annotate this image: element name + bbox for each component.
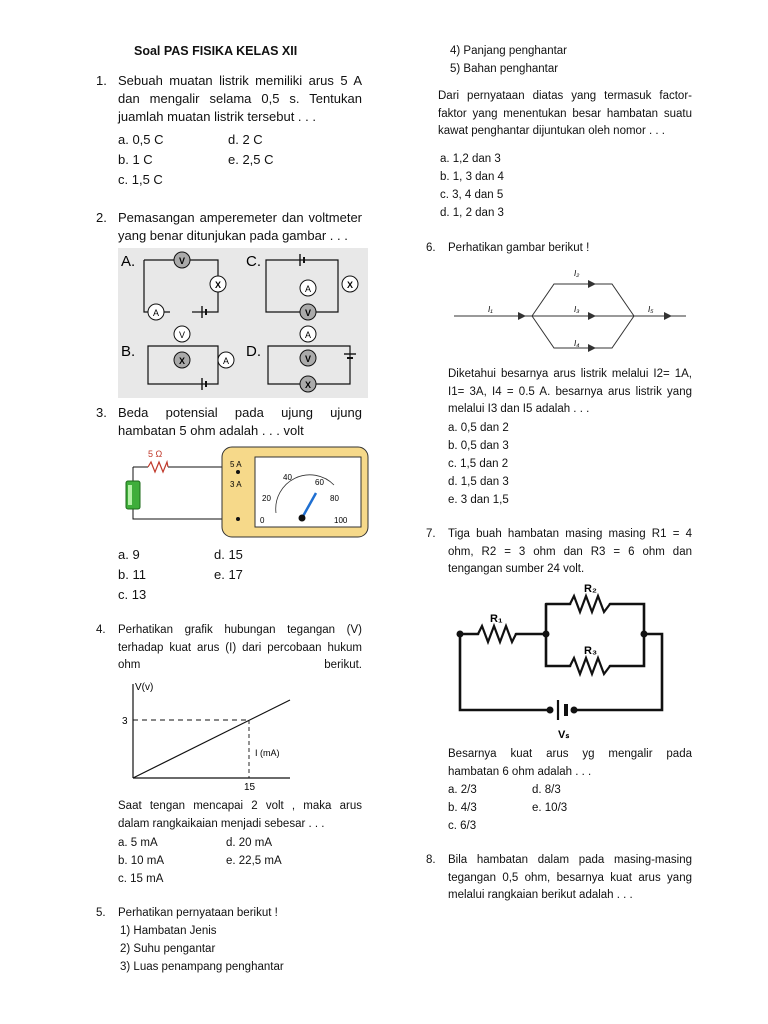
q2-b-voltmeter-label: V	[178, 330, 186, 340]
q2-label-c: C.	[246, 253, 261, 270]
q6-arrow-i2-icon	[588, 280, 596, 288]
q3-option-b: b. 11	[118, 567, 146, 582]
q3-meter-figure	[118, 445, 373, 540]
q1-option-c: c. 1,5 C	[118, 172, 163, 187]
q8-number: 8.	[426, 854, 436, 866]
q7-question-line-1: Besarnya kuat arus yg mengalir pada	[448, 748, 692, 760]
q7-label-r2: R₂	[584, 583, 597, 595]
q6-label-i5: I₅	[648, 305, 654, 314]
q7-wire-outer	[460, 634, 662, 710]
q4-x-label: I (mA)	[255, 748, 280, 758]
q1-line-2: dan mengalir selama 0,5 s. Tentukan	[118, 91, 362, 106]
q5-item-4: 4) Panjang penghantar	[450, 45, 568, 57]
q3-line-1: Beda potensial pada ujung ujung	[118, 405, 362, 420]
q6-option-e: e. 3 dan 1,5	[448, 494, 509, 506]
q4-number: 4.	[96, 624, 106, 636]
q7-text	[448, 526, 692, 579]
q7-node-1	[457, 631, 464, 638]
q2-label-b: B.	[121, 343, 136, 360]
q7-line-1: Tiga buah hambatan masing masing R1 = 4	[448, 528, 692, 540]
q2-circuit-figure	[118, 248, 368, 398]
q4-question-line-2: dalam rangkaikaian menjadi sebesar . . .	[118, 817, 325, 830]
q3-option-d: d. 15	[214, 547, 243, 562]
q2-c-ammeter-label: A	[304, 284, 312, 294]
q7-resistor-r1-icon	[478, 626, 516, 642]
q5-question-line-2: faktor yang menentukan besar hambatan suatu	[438, 107, 692, 120]
q7-option-c: c. 6/3	[448, 820, 477, 832]
q3-option-a: a. 9	[118, 547, 140, 562]
q3-terminal-5a-dot	[236, 470, 240, 474]
q5-item-5: 5) Bahan penghantar	[450, 63, 559, 75]
q7-question	[448, 746, 692, 781]
q7-option-b: b. 4/3	[448, 802, 477, 814]
q2-a-lamp-label: X	[214, 280, 222, 290]
q4-option-e: e. 22,5 mA	[226, 855, 282, 867]
q6-question	[448, 366, 692, 419]
q5-item-2: 2) Suhu pengantar	[120, 943, 216, 955]
q2-d-ammeter-label: A	[304, 330, 312, 340]
q6-option-d: d. 1,5 dan 3	[448, 476, 509, 488]
q3-scale-80: 80	[330, 494, 339, 503]
q4-option-b: b. 10 mA	[118, 855, 165, 867]
q6-intro: Perhatikan gambar berikut !	[448, 242, 590, 254]
q3-terminal-3a: 3 A	[230, 480, 242, 489]
q7-line-3: tengangan sumber 24 volt.	[448, 563, 585, 575]
q2-number: 2.	[96, 210, 107, 225]
q2-a-voltmeter-label: V	[178, 256, 186, 266]
q3-resistor-icon	[148, 462, 168, 472]
q7-label-r3: R₃	[584, 645, 598, 657]
q7-node-4	[547, 707, 554, 714]
q6-number: 6.	[426, 242, 436, 254]
q6-label-i3: I₃	[574, 305, 580, 314]
q4-option-d: d. 20 mA	[226, 837, 273, 849]
q3-number: 3.	[96, 405, 107, 420]
q4-question-line-1: Saat tengan mencapai 2 volt , maka arus	[118, 800, 362, 812]
q7-node-5	[571, 707, 578, 714]
q4-question	[118, 798, 362, 833]
q3-battery-shine	[128, 485, 132, 505]
q2-c-lamp-label: X	[346, 280, 354, 290]
q3-text	[118, 404, 362, 440]
q3-scale-40: 40	[283, 473, 292, 482]
q2-line-1: Pemasangan amperemeter dan voltmeter	[118, 210, 362, 225]
q5-item-1: 1) Hambatan Jenis	[120, 925, 217, 937]
q4-x-tick-15: 15	[244, 782, 256, 792]
q4-y-tick-3: 3	[122, 716, 128, 727]
q6-wire-upper	[532, 284, 634, 316]
q1-text	[118, 72, 362, 126]
q1-option-a: a. 0,5 C	[118, 132, 164, 147]
q3-scale-0: 0	[260, 516, 265, 525]
q4-y-label: V(v)	[135, 682, 154, 693]
q6-wire-lower	[532, 316, 634, 348]
q6-option-c: c. 1,5 dan 2	[448, 458, 509, 470]
q3-option-e: e. 17	[214, 567, 243, 582]
q4-line-3: ohm	[118, 659, 141, 671]
q6-question-line-2: I1= 3A, I4 = 0.5 A. besarnya arus listrik yang	[448, 385, 692, 398]
q7-option-a: a. 2/3	[448, 784, 477, 796]
q5-number: 5.	[96, 907, 106, 919]
q6-arrow-i5-icon	[664, 312, 672, 320]
q4-text	[118, 622, 362, 675]
q6-label-i2: I₂	[574, 269, 580, 278]
q7-resistor-r3-icon	[570, 658, 610, 674]
q6-arrow-i4-icon	[588, 344, 596, 352]
q4-option-a: a. 5 mA	[118, 837, 158, 849]
q2-a-ammeter-label: A	[152, 308, 160, 318]
q3-scale-20: 20	[262, 494, 271, 503]
q2-figure-background	[118, 248, 368, 398]
q1-option-e: e. 2,5 C	[228, 152, 274, 167]
q8-line-3: melalui rangkaian berikut adalah . . .	[448, 889, 633, 901]
q6-label-i1: I₁	[488, 305, 493, 314]
q7-option-e: e. 10/3	[532, 802, 568, 814]
q6-question-line-1: Diketahui besarnya arus listrik melalui I2= 1A,	[448, 368, 692, 380]
q7-label-r1: R₁	[490, 613, 503, 625]
q5-option-c: c. 3, 4 dan 5	[440, 189, 504, 201]
q6-question-line-3: melalui I3 dan I5 adalah . . .	[448, 403, 590, 415]
q5-item-3: 3) Luas penampang penghantar	[120, 961, 284, 973]
q7-circuit-figure	[450, 582, 670, 742]
q7-label-vs: Vₛ	[558, 729, 570, 741]
q5-intro: Perhatikan pernyataan berikut !	[118, 907, 278, 919]
q4-vi-chart	[118, 676, 298, 792]
q5-option-b: b. 1, 3 dan 4	[440, 171, 504, 183]
q2-text	[118, 209, 362, 245]
q6-option-a: a. 0,5 dan 2	[448, 422, 509, 434]
q2-d-lamp-label: X	[304, 380, 312, 390]
q8-line-2: tegangan 0,5 ohm, besarnya kuat arus yang	[448, 871, 692, 884]
q7-option-d: d. 8/3	[532, 784, 561, 796]
q4-line-2: terhadap kuat arus (I) dari percobaan hukum	[118, 641, 362, 654]
q4-line-3-end: berikut.	[324, 659, 362, 671]
q2-line-2: yang benar ditunjukan pada gambar . . .	[118, 228, 348, 243]
q6-label-i4: I₄	[574, 339, 580, 348]
q5-option-a: a. 1,2 dan 3	[440, 153, 501, 165]
q7-node-2	[543, 631, 550, 638]
q7-resistor-r2-icon	[570, 596, 610, 612]
q3-terminal-5a: 5 A	[230, 460, 242, 469]
q2-d-voltmeter-label: V	[304, 354, 312, 364]
q8-line-1: Bila hambatan dalam pada masing-masing	[448, 854, 692, 866]
q3-line-2: hambatan 5 ohm adalah . . . volt	[118, 423, 304, 438]
q7-number: 7.	[426, 528, 436, 540]
q1-line-1: Sebuah muatan listrik memiliki arus 5 A	[118, 73, 362, 88]
page-title: Soal PAS FISIKA KELAS XII	[134, 44, 298, 58]
q6-branch-diagram	[452, 262, 688, 362]
q7-line-2: ohm, R2 = 3 ohm dan R3 = 6 ohm dan	[448, 545, 692, 558]
q1-number: 1.	[96, 73, 107, 88]
q5-question-line-3: kawat penghantar dijuntukan oleh nomor . . .	[438, 125, 665, 137]
q4-line-1: Perhatikan grafik hubungan tegangan (V)	[118, 624, 362, 636]
q5-question	[438, 88, 692, 141]
q1-line-3: juamlah muatan listrik tersebut . . .	[118, 109, 316, 124]
q2-b-lamp-label: X	[178, 356, 186, 366]
q4-option-c: c. 15 mA	[118, 873, 164, 885]
q3-option-c: c. 13	[118, 587, 147, 602]
q3-scale-100: 100	[334, 516, 348, 525]
q6-arrow-i3-icon	[588, 312, 596, 320]
q3-terminal-common-dot	[236, 517, 240, 521]
q2-label-d: D.	[246, 343, 261, 360]
q8-text	[448, 852, 692, 905]
q3-needle-pivot	[299, 515, 306, 522]
q1-option-d: d. 2 C	[228, 132, 263, 147]
q7-question-line-2: hambatan 6 ohm adalah . . .	[448, 765, 592, 778]
q1-option-b: b. 1 C	[118, 152, 153, 167]
q3-resistor-label: 5 Ω	[148, 449, 163, 459]
q6-arrow-i1-icon	[518, 312, 526, 320]
q2-c-voltmeter-label: V	[304, 308, 312, 318]
q2-b-ammeter-label: A	[222, 356, 230, 366]
q2-label-a: A.	[121, 253, 136, 270]
q5-question-line-1: Dari pernyataan diatas yang termasuk factor-	[438, 90, 692, 102]
q4-data-line	[133, 700, 290, 778]
q6-option-b: b. 0,5 dan 3	[448, 440, 509, 452]
q3-scale-60: 60	[315, 478, 324, 487]
q7-node-3	[641, 631, 648, 638]
q5-option-d: d. 1, 2 dan 3	[440, 207, 504, 219]
